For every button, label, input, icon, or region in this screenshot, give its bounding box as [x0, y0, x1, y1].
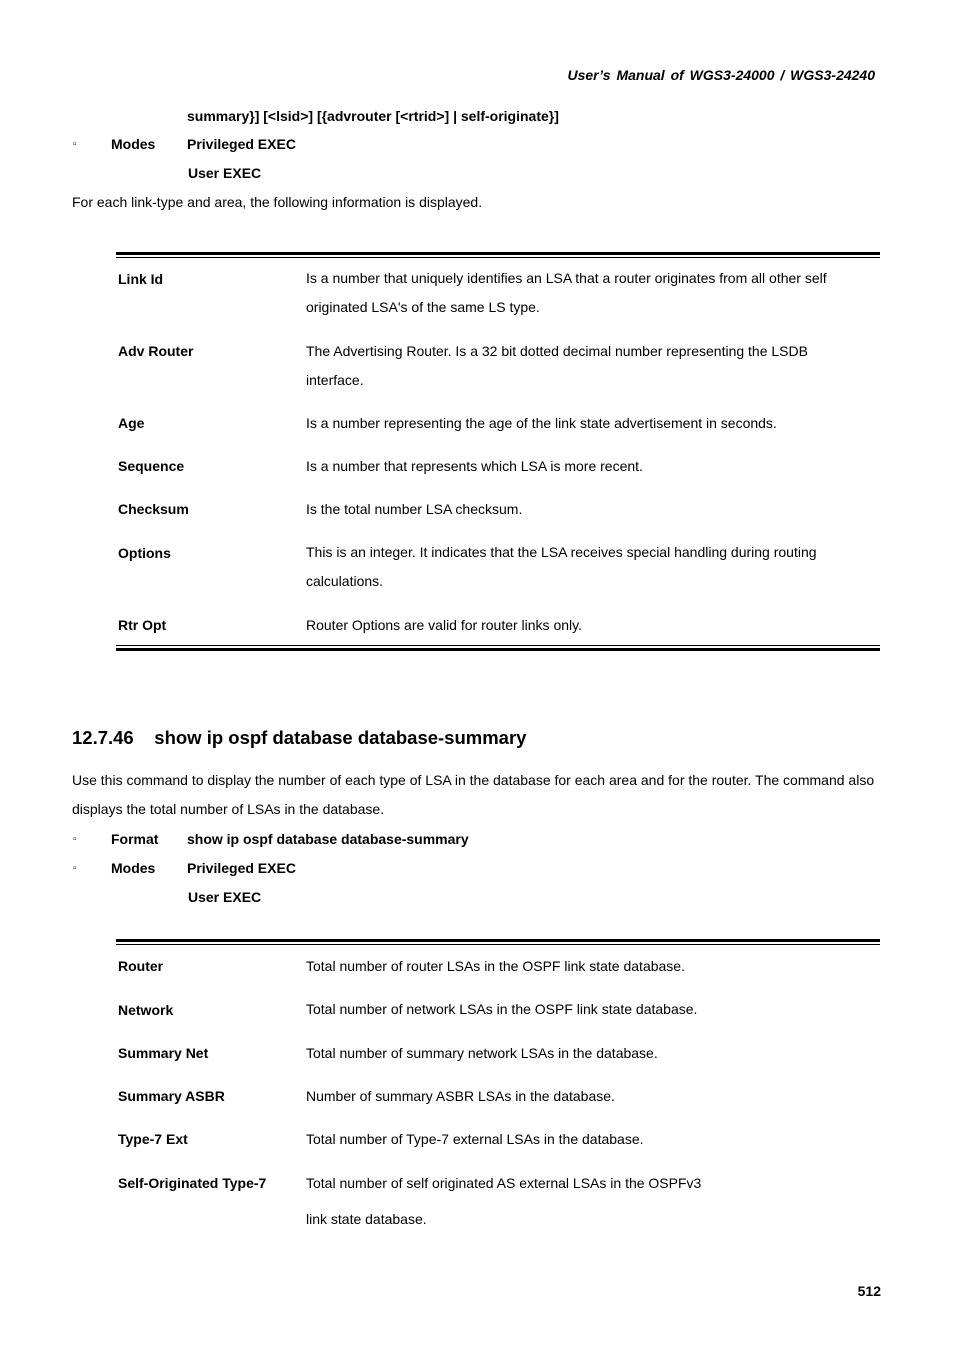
- table2-top-rule: [116, 939, 880, 942]
- table1-bottom-rule: [116, 648, 880, 651]
- term: Self-Originated Type-7: [118, 1175, 267, 1191]
- description: Is a number representing the age of the link state advertisement in seconds.: [306, 415, 777, 431]
- format-label: Format: [111, 831, 159, 847]
- description: Total number of network LSAs in the OSPF link state database.: [306, 1001, 698, 1017]
- mode-privileged-exec: Privileged EXEC: [187, 860, 296, 876]
- description: Is a number that uniquely identifies an LSA that a router originates from all other self originated LSA's of the same LS type.: [306, 270, 827, 315]
- table1-top-rule-thin: [116, 257, 880, 258]
- modes-label: Modes: [111, 136, 156, 152]
- mode-user-exec: User EXEC: [188, 889, 262, 905]
- page-number: 512: [857, 1283, 881, 1299]
- term: Type-7 Ext: [118, 1131, 188, 1147]
- description: Total number of self originated AS external LSAs in the OSPFv3 link state database.: [306, 1175, 702, 1227]
- term: Summary ASBR: [118, 1088, 225, 1104]
- description: Is the total number LSA checksum.: [306, 501, 523, 517]
- syntax-continuation: summary}] [<lsid>] [{advrouter [<rtrid>] | self-originate}]: [187, 108, 559, 124]
- description: Total number of Type-7 external LSAs in the database.: [306, 1131, 644, 1147]
- section-description: Use this command to display the number of each type of LSA in the database for each area and for the router. The command also displays the total number of LSAs in the database.: [72, 772, 875, 817]
- term: Summary Net: [118, 1045, 209, 1061]
- description: Router Options are valid for router links only.: [306, 617, 582, 633]
- bullet-icon: ▫: [73, 834, 77, 845]
- table1-top-rule: [116, 252, 880, 255]
- description: This is an integer. It indicates that the LSA receives special handling during routing calculations.: [306, 544, 817, 589]
- term: Router: [118, 958, 164, 974]
- mode-privileged-exec: Privileged EXEC: [187, 136, 296, 152]
- bullet-icon: ▫: [73, 139, 77, 150]
- term: Network: [118, 1002, 174, 1018]
- bullet-icon: ▫: [73, 863, 77, 874]
- description: Total number of summary network LSAs in the database.: [306, 1045, 658, 1061]
- modes-label: Modes: [111, 860, 156, 876]
- term: Options: [118, 545, 171, 561]
- term: Rtr Opt: [118, 617, 167, 633]
- description: The Advertising Router. Is a 32 bit dotted decimal number representing the LSDB interface.: [306, 343, 808, 388]
- table1-bottom-rule-thin: [116, 645, 880, 646]
- intro-text: For each link-type and area, the following information is displayed.: [72, 194, 483, 210]
- description: Is a number that represents which LSA is more recent.: [306, 458, 643, 474]
- term: Adv Router: [118, 343, 194, 359]
- section-heading: 12.7.46 show ip ospf database database-summary: [72, 727, 527, 748]
- header-title: User’s Manual of WGS3-24000 / WGS3-24240: [567, 67, 875, 83]
- table2-top-rule-thin: [116, 944, 880, 945]
- term: Link Id: [118, 271, 164, 287]
- term: Sequence: [118, 458, 185, 474]
- term: Checksum: [118, 501, 189, 517]
- description: Number of summary ASBR LSAs in the database.: [306, 1088, 615, 1104]
- mode-user-exec: User EXEC: [188, 165, 262, 181]
- format-value: show ip ospf database database-summary: [187, 831, 469, 847]
- term: Age: [118, 415, 145, 431]
- description: Total number of router LSAs in the OSPF link state database.: [306, 958, 685, 974]
